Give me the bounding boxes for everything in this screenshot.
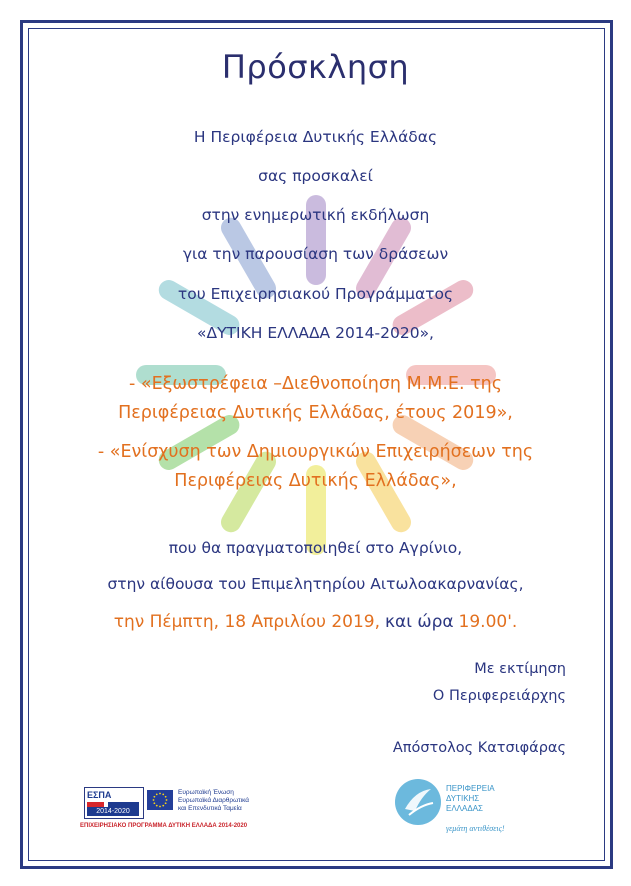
program-caption: ΕΠΙΧΕΙΡΗΣΙΑΚΟ ΠΡΟΓΡΑΜΜΑ ΔΥΤΙΚΗ ΕΛΛΑΔΑ 2014-2020 <box>80 823 248 829</box>
eu-star-icon <box>166 799 168 801</box>
eu-star-icon <box>156 805 158 807</box>
espa-years: 2014-2020 <box>87 807 139 816</box>
eu-star-icon <box>159 793 161 795</box>
action-2-line-1: - «Ενίσχυση των Δημιουργικών Επιχειρήσεων της <box>97 442 534 462</box>
region-logo <box>395 779 545 839</box>
event-time: 19.00'. <box>458 612 518 632</box>
espa-logo <box>84 787 144 819</box>
eu-star-icon <box>165 796 167 798</box>
signature-name: Απόστολος Κατσιφάρας <box>392 740 566 756</box>
eu-star-icon <box>159 806 161 808</box>
eu-star-icon <box>162 793 164 795</box>
event-and-hour: και ώρα <box>384 612 454 632</box>
action-2-line-2: Περιφέρειας Δυτικής Ελλάδας», <box>174 471 457 491</box>
region-name-line-1: ΠΕΡΙΦΕΡΕΙΑ <box>446 784 495 793</box>
eu-star-icon <box>165 802 167 804</box>
region-slogan: γεμάτη αντιθέσεις! <box>446 824 505 833</box>
event-day: την Πέμπτη, 18 Απριλίου 2019, <box>113 612 381 632</box>
eu-text-line-2: Ευρωπαϊκά Διαρθρωτικά <box>178 797 250 804</box>
region-name <box>446 784 495 814</box>
eu-star-icon <box>153 799 155 801</box>
action-1-line-2: Περιφέρειας Δυτικής Ελλάδας, έτους 2019», <box>118 403 513 423</box>
venue-line-2: στην αίθουσα του Επιμελητηρίου Αιτωλοακαρνανίας, <box>107 575 524 593</box>
intro-line-4: για την παρουσίαση των δράσεων <box>182 245 449 263</box>
eu-funds-text <box>178 789 249 813</box>
intro-line-6: «ΔΥΤΙΚΗ ΕΛΛΑΔΑ 2014-2020», <box>197 324 434 342</box>
region-name-line-2: ΔΥΤΙΚΗΣ <box>446 794 480 803</box>
espa-label: ΕΣΠΑ <box>87 790 112 800</box>
eu-flag-icon <box>147 790 173 810</box>
intro-line-5: του Επιχειρησιακού Προγράμματος <box>177 285 454 303</box>
page-title: Πρόσκληση <box>221 48 410 86</box>
intro-line-2: σας προσκαλεί <box>258 167 373 185</box>
event-datetime <box>0 612 631 632</box>
venue-line-1: που θα πραγματοποιηθεί στο Αγρίνιο, <box>168 539 463 557</box>
funding-logos <box>80 787 284 835</box>
action-1-line-1: - «Εξωστρέφεια –Διεθνοποίηση Μ.Μ.Ε. της <box>129 374 502 394</box>
intro-line-3: στην ενημερωτική εκδήλωση <box>201 206 430 224</box>
eu-text-line-1: Ευρωπαϊκή Ένωση <box>178 789 234 796</box>
eu-text-line-3: και Επενδυτικά Ταμεία <box>178 805 242 812</box>
region-emblem-icon <box>395 779 441 825</box>
eu-star-icon <box>162 805 164 807</box>
signature-regards: Με εκτίμηση <box>474 661 566 677</box>
eu-star-icon <box>153 796 155 798</box>
intro-line-1: Η Περιφέρεια Δυτικής Ελλάδας <box>193 128 438 146</box>
eu-star-icon <box>153 802 155 804</box>
eu-star-icon <box>156 793 158 795</box>
signature-role: Ο Περιφερειάρχης <box>432 688 566 704</box>
region-name-line-3: ΕΛΛΑΔΑΣ <box>446 804 483 813</box>
